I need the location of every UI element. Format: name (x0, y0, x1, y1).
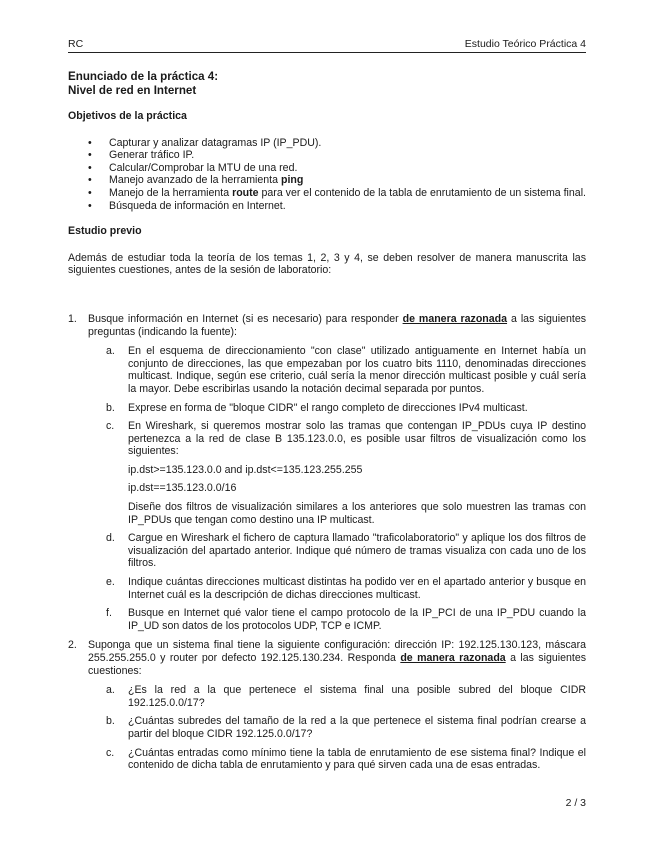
header-doc-title: Estudio Teórico Práctica 4 (464, 38, 586, 50)
question-text (88, 639, 586, 677)
question-number: 1. (68, 312, 77, 325)
emphasis-text: de manera razonada (400, 652, 506, 664)
question-text-part: a las siguientes preguntas (indicando la fuente): (88, 312, 587, 338)
questions-list (68, 313, 586, 772)
objective-tool-ping: ping (280, 174, 304, 187)
subquestion-d (88, 532, 586, 570)
question-number: 2. (68, 639, 77, 652)
subquestion-text: En Wireshark, si queremos mostrar solo las tramas que contengan IP_PDUs cuya IP destino pertenezca a la red de clase B 135.123.0.0, es posible usar filtros de visualización como los siguientes: (128, 420, 586, 458)
objective-item (68, 187, 586, 200)
subquestions-list (88, 684, 586, 772)
subquestion-letter: c. (106, 746, 115, 759)
objective-item: • Generar tráfico IP. (68, 149, 586, 162)
objective-item: • Búsqueda de información en Internet. (68, 200, 586, 213)
question-text-part: Suponga que un sistema final tiene la siguiente configuración: dirección IP: 192.125.130.123, máscara 255.255.255.0 y router por defecto 192.125.130.234. Responda (88, 639, 586, 664)
subquestion-text: Cargue en Wireshark el fichero de captura llamado "traficolaboratorio" y aplique los dos filtros de visualización del apartado anterior. Indique qué número de tramas visualiza con cada uno de los filtros. (128, 532, 586, 570)
subquestion-letter: b. (106, 715, 115, 728)
subquestion-text: ¿Cuántas subredes del tamaño de la red a la que pertenece el sistema final podrían crearse a partir del bloque CIDR 192.125.0.0/17? (128, 715, 586, 740)
question-2 (68, 639, 586, 771)
subquestion-a (88, 345, 586, 395)
objective-item: • Calcular/Comprobar la MTU de una red. (68, 162, 586, 175)
question-text-part: a las siguientes cuestiones: (88, 652, 587, 677)
objective-text: para ver el contenido de la tabla de enrutamiento de un sistema final. (258, 186, 586, 199)
subquestion-text-continued: Diseñe dos filtros de visualización similares a los anteriores que solo muestren las tramas con IP_PDUs que tengan como destino una IP multicast. (128, 501, 586, 526)
subquestion-text: Busque en Internet qué valor tiene el campo protocolo de la IP_PCI de una IP_PDU cuando la IP_UD son datos de los protocolos UDP, TCP e ICMP. (128, 607, 586, 632)
page-number: 2 / 3 (565, 797, 586, 809)
subquestion-letter: f. (106, 607, 112, 620)
subquestion-a (88, 684, 586, 709)
subquestion-text: Indique cuántas direcciones multicast distintas ha podido ver en el apartado anterior y busque en Internet cuál es la descripción de dichas direcciones multicast. (128, 576, 586, 601)
title-line-1: Enunciado de la práctica 4: (68, 70, 219, 83)
subquestion-c (88, 420, 586, 526)
subquestion-e (88, 576, 586, 601)
subquestions-list (88, 345, 586, 632)
title-line-2: Nivel de red en Internet (68, 83, 197, 97)
subquestion-letter: e. (106, 576, 115, 589)
subquestion-c (88, 747, 586, 772)
objective-text: Manejo de la herramienta (109, 186, 233, 199)
subquestion-f (88, 607, 586, 632)
question-1 (68, 313, 586, 632)
study-intro: Además de estudiar toda la teoría de los temas 1, 2, 3 y 4, se deben resolver de manera manuscrita las siguientes cuestiones, antes de la sesión de laboratorio: (68, 251, 586, 277)
subquestion-text: Exprese en forma de "bloque CIDR" el rango completo de direcciones IPv4 multicast. (128, 401, 528, 414)
study-heading: Estudio previo (68, 225, 142, 238)
subquestion-letter: a. (106, 684, 115, 697)
page-header (68, 38, 586, 53)
subquestion-letter: c. (106, 420, 115, 433)
question-text (88, 313, 586, 338)
objectives-list (68, 137, 586, 213)
objectives-heading: Objetivos de la práctica (68, 110, 187, 122)
subquestion-text: ¿Es la red a la que pertenece el sistema final una posible subred del bloque CIDR 192.125.0.0/17? (128, 684, 586, 709)
subquestion-letter: a. (106, 345, 115, 358)
objective-item (68, 174, 586, 187)
subquestion-text: En el esquema de direccionamiento "con clase" utilizado antiguamente en Internet había un conjunto de direcciones, las que empezaban por los cuatro bits 1110, denominadas direcciones multicast. Indique, según ese criterio, cuál sería la menor dirección multicast posible y cuál sería la mayor. Debe escribirlas usando la notación decimal separada por puntos. (128, 345, 586, 395)
subquestion-letter: d. (106, 532, 115, 545)
filter-example-1: ip.dst>=135.123.0.0 and ip.dst<=135.123.255.255 (128, 463, 363, 476)
subquestion-b (88, 715, 586, 740)
filter-example-2: ip.dst==135.123.0.0/16 (128, 482, 237, 495)
objective-tool-route: route (232, 186, 259, 199)
emphasis-text: de manera razonada (402, 312, 508, 325)
objective-item: • Capturar y analizar datagramas IP (IP_PDU). (68, 137, 586, 150)
header-course: RC (68, 38, 84, 50)
question-text-part: Busque información en Internet (si es necesario) para responder (88, 312, 403, 325)
subquestion-text: ¿Cuántas entradas como mínimo tiene la tabla de enrutamiento de ese sistema final? Indique el contenido de dicha tabla de enrutamiento y para qué sirven cada una de esas entradas. (128, 746, 586, 772)
subquestion-b (88, 402, 586, 415)
document-title (68, 70, 586, 97)
objective-text: Manejo avanzado de la herramienta (109, 174, 281, 187)
subquestion-letter: b. (106, 401, 115, 414)
page-content (68, 70, 586, 779)
